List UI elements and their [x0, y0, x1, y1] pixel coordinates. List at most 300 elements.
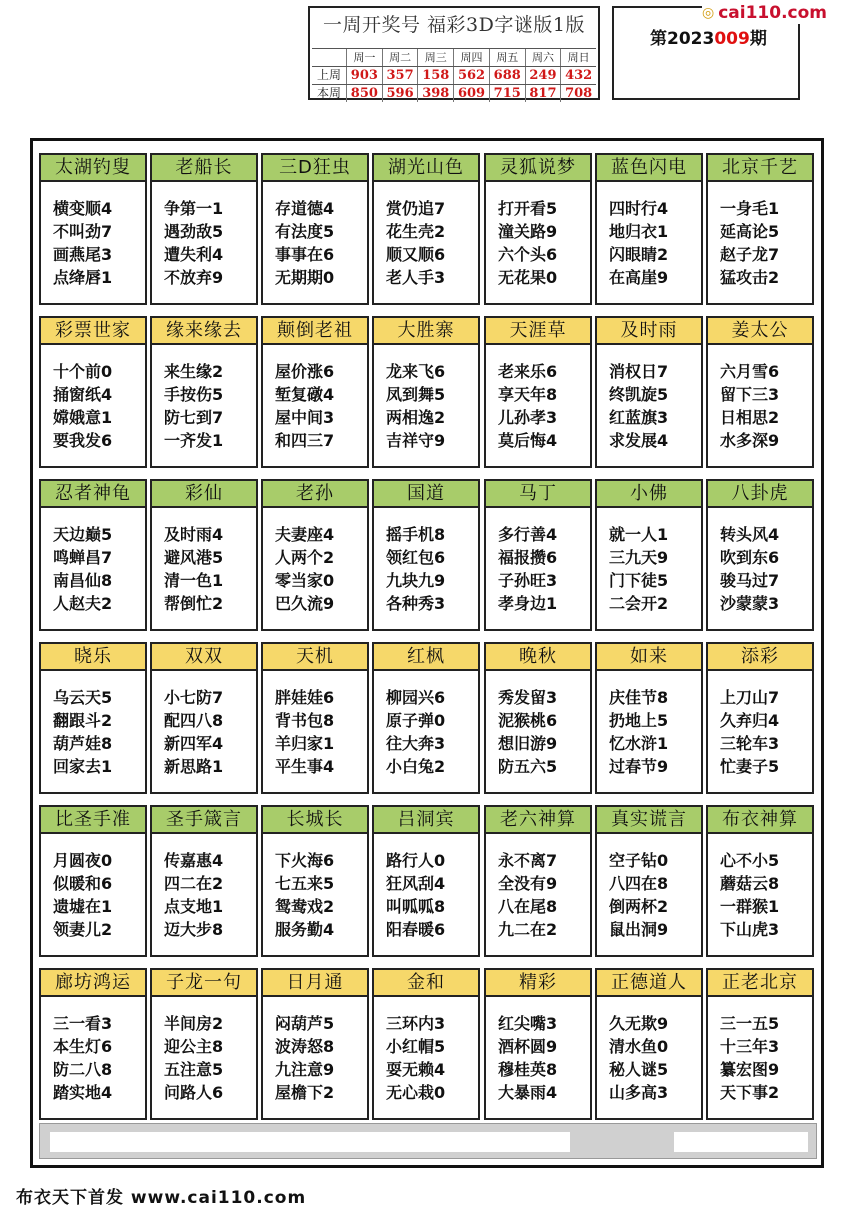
issue-num: 009 [714, 29, 750, 49]
riddle-line: 求发展4 [609, 431, 669, 450]
riddle-card-title: 湖光山色 [374, 155, 478, 182]
riddle-card [484, 153, 592, 305]
riddle-line: 无心栽0 [386, 1083, 446, 1102]
riddle-card [706, 153, 814, 305]
riddle-line: 想旧游9 [498, 734, 558, 753]
riddle-line: 过春节9 [609, 757, 669, 776]
riddle-card-items [386, 686, 445, 778]
riddle-card-items [720, 197, 779, 289]
weekday-label: 周日 [560, 49, 596, 66]
riddle-line: 久弃归4 [720, 711, 780, 730]
riddle-line: 三环内3 [386, 1014, 446, 1033]
riddle-card-title: 圣手箴言 [152, 807, 256, 834]
weekday-label: 周六 [525, 49, 561, 66]
riddle-line: 沙蒙蒙3 [720, 594, 780, 613]
riddle-line: 鸳鸯戏2 [275, 897, 335, 916]
riddle-card-title: 老孙 [263, 481, 367, 508]
draw-number: 903 [346, 67, 382, 84]
logo-icon: ◎ [702, 5, 715, 21]
riddle-card-items [720, 360, 779, 452]
draw-number: 158 [417, 67, 453, 84]
riddle-card-title: 日月通 [263, 970, 367, 997]
riddle-line: 月圆夜0 [53, 851, 113, 870]
riddle-line: 服务勤4 [275, 920, 335, 939]
riddle-line: 不叫劲7 [53, 222, 113, 241]
riddle-card-items [275, 1012, 334, 1104]
riddle-card-items [275, 849, 334, 941]
weekly-draw-table [308, 6, 600, 100]
riddle-line: 五注意5 [164, 1060, 224, 1079]
riddle-line: 永不离7 [498, 851, 558, 870]
riddle-line: 红尖嘴3 [498, 1014, 558, 1033]
riddle-card-items [164, 360, 223, 452]
draw-number: 708 [560, 85, 596, 102]
issue-suffix: 期 [749, 29, 767, 49]
riddle-line: 消权日7 [609, 362, 669, 381]
riddle-card [372, 479, 480, 631]
riddle-line: 手按伤5 [164, 385, 224, 404]
weekday-label: 周一 [346, 49, 382, 66]
riddle-line: 福报攒6 [498, 548, 558, 567]
riddle-card-items [609, 1012, 668, 1104]
riddle-card-items [720, 523, 779, 615]
riddle-line: 秀发留3 [498, 688, 558, 707]
riddle-line: 赏仍追7 [386, 199, 446, 218]
riddle-line: 九二在2 [498, 920, 558, 939]
riddle-card-items [720, 849, 779, 941]
riddle-line: 摇手机8 [386, 525, 446, 544]
riddle-line: 泥猴桃6 [498, 711, 558, 730]
riddle-card [150, 968, 258, 1120]
riddle-line: 无花果0 [498, 268, 558, 287]
riddle-line: 狂风刮4 [386, 874, 446, 893]
riddle-card [372, 805, 480, 957]
riddle-line: 不放弃9 [164, 268, 224, 287]
riddle-line: 柳园兴6 [386, 688, 446, 707]
riddle-card [39, 968, 147, 1120]
riddle-line: 巴久流9 [275, 594, 335, 613]
riddle-line: 问路人6 [164, 1083, 224, 1102]
riddle-card-title: 三D狂虫 [263, 155, 367, 182]
riddle-card [595, 316, 703, 468]
riddle-line: 阳春暖6 [386, 920, 446, 939]
riddle-card [595, 153, 703, 305]
riddle-card-title: 晚秋 [486, 644, 590, 671]
riddle-card-title: 灵狐说梦 [486, 155, 590, 182]
riddle-line: 翻跟斗2 [53, 711, 113, 730]
riddle-line: 子孙旺3 [498, 571, 558, 590]
riddle-line: 十个前0 [53, 362, 113, 381]
riddle-line: 日相思2 [720, 408, 780, 427]
riddle-card [261, 968, 369, 1120]
riddle-line: 在高崖9 [609, 268, 669, 287]
riddle-line: 胖娃娃6 [275, 688, 335, 707]
riddle-line: 蘑菇云8 [720, 874, 780, 893]
riddle-card-title: 颠倒老祖 [263, 318, 367, 345]
riddle-line: 十三年3 [720, 1037, 780, 1056]
draw-number: 596 [382, 85, 418, 102]
riddle-card-items [164, 849, 223, 941]
footer-credit: 布衣天下首发 www.cai110.com [16, 1188, 307, 1208]
riddle-line: 小七防7 [164, 688, 224, 707]
draw-number: 817 [525, 85, 561, 102]
bottom-bar-slot-left [50, 1132, 570, 1152]
riddle-line: 久无欺9 [609, 1014, 669, 1033]
riddle-card-title: 天涯草 [486, 318, 590, 345]
riddle-card-items [164, 1012, 223, 1104]
riddle-line: 叫呱呱8 [386, 897, 446, 916]
riddle-line: 地归衣1 [609, 222, 669, 241]
riddle-line: 迈大步8 [164, 920, 224, 939]
riddle-line: 葫芦娃8 [53, 734, 113, 753]
riddle-line: 龙来飞6 [386, 362, 446, 381]
riddle-line: 横变顺4 [53, 199, 113, 218]
riddle-card-items [275, 686, 334, 778]
riddle-card-items [498, 523, 557, 615]
riddle-card [595, 968, 703, 1120]
riddle-line: 六月雪6 [720, 362, 780, 381]
riddle-card-items [275, 197, 334, 289]
riddle-line: 八在尾8 [498, 897, 558, 916]
riddle-line: 存道德4 [275, 199, 335, 218]
riddle-line: 有法度5 [275, 222, 335, 241]
riddle-line: 和四三7 [275, 431, 335, 450]
riddle-line: 倒两杯2 [609, 897, 669, 916]
riddle-line: 闷葫芦5 [275, 1014, 335, 1033]
riddle-line: 多行善4 [498, 525, 558, 544]
riddle-line: 花生壳2 [386, 222, 446, 241]
issue-number [650, 24, 767, 49]
riddle-line: 八四在8 [609, 874, 669, 893]
riddle-card-title: 忍者神龟 [41, 481, 145, 508]
riddle-line: 庆佳节8 [609, 688, 669, 707]
riddle-card-title: 缘来缘去 [152, 318, 256, 345]
riddle-card-items [53, 360, 112, 452]
riddle-card [39, 479, 147, 631]
riddle-card-items [720, 1012, 779, 1104]
riddle-line: 就一人1 [609, 525, 669, 544]
riddle-line: 平生事4 [275, 757, 335, 776]
riddle-line: 留下三3 [720, 385, 780, 404]
riddle-card-title: 老船长 [152, 155, 256, 182]
riddle-line: 儿孙孝3 [498, 408, 558, 427]
riddle-line: 点支地1 [164, 897, 224, 916]
riddle-line: 穆桂英8 [498, 1060, 558, 1079]
riddle-line: 领妻儿2 [53, 920, 113, 939]
riddle-line: 山多高3 [609, 1083, 669, 1102]
draw-number: 398 [417, 85, 453, 102]
riddle-line: 清一色1 [164, 571, 224, 590]
riddle-line: 赵子龙7 [720, 245, 780, 264]
riddle-line: 画燕尾3 [53, 245, 113, 264]
riddle-line: 一身毛1 [720, 199, 780, 218]
corner-cell [312, 49, 346, 66]
riddle-card [484, 968, 592, 1120]
riddle-line: 配四八8 [164, 711, 224, 730]
riddle-line: 空子钻0 [609, 851, 669, 870]
draw-number: 850 [346, 85, 382, 102]
riddle-panel [30, 138, 824, 1168]
weekday-label: 周三 [417, 49, 453, 66]
riddle-line: 莫后悔4 [498, 431, 558, 450]
riddle-card [372, 153, 480, 305]
riddle-card-items [386, 360, 445, 452]
riddle-line: 忆水浒1 [609, 734, 669, 753]
riddle-card-items [386, 849, 445, 941]
draw-number: 715 [489, 85, 525, 102]
riddle-line: 九块九9 [386, 571, 446, 590]
riddle-card-items [53, 197, 112, 289]
riddle-card [484, 479, 592, 631]
riddle-line: 水多深9 [720, 431, 780, 450]
riddle-card-items [609, 523, 668, 615]
riddle-card-title: 姜太公 [708, 318, 812, 345]
riddle-line: 下火海6 [275, 851, 335, 870]
riddle-card-title: 红枫 [374, 644, 478, 671]
weekly-draw-title: 一周开奖号 福彩3D字谜版1版 [323, 14, 585, 36]
riddle-card-title: 国道 [374, 481, 478, 508]
riddle-line: 二会开2 [609, 594, 669, 613]
riddle-card [39, 642, 147, 794]
weekday-label: 周四 [453, 49, 489, 66]
riddle-card-items [609, 849, 668, 941]
riddle-line: 领红包6 [386, 548, 446, 567]
riddle-line: 六个头6 [498, 245, 558, 264]
site-logo-text: cai110.com [718, 3, 828, 23]
riddle-line: 凤到舞5 [386, 385, 446, 404]
weekday-header-row [312, 48, 596, 66]
riddle-card-title: 精彩 [486, 970, 590, 997]
riddle-line: 一群猴1 [720, 897, 780, 916]
riddle-card [595, 805, 703, 957]
riddle-card-items [164, 686, 223, 778]
riddle-line: 顺又顺6 [386, 245, 446, 264]
riddle-card-title: 长城长 [263, 807, 367, 834]
draw-row-label: 本周 [316, 86, 341, 100]
draw-number: 562 [453, 67, 489, 84]
riddle-card-items [53, 686, 112, 778]
draw-row [312, 66, 596, 84]
riddle-card-title: 晓乐 [41, 644, 145, 671]
riddle-line: 各种秀3 [386, 594, 446, 613]
riddle-line: 踏实地4 [53, 1083, 113, 1102]
riddle-line: 四二在2 [164, 874, 224, 893]
riddle-line: 上刀山7 [720, 688, 780, 707]
riddle-line: 羊归家1 [275, 734, 335, 753]
riddle-card [150, 805, 258, 957]
riddle-card [706, 642, 814, 794]
riddle-card-title: 如来 [597, 644, 701, 671]
draw-grid [312, 48, 596, 101]
weekday-label: 周五 [489, 49, 525, 66]
riddle-line: 及时雨4 [164, 525, 224, 544]
riddle-line: 三一看3 [53, 1014, 113, 1033]
riddle-card-title: 彩票世家 [41, 318, 145, 345]
riddle-line: 老人手3 [386, 268, 446, 287]
riddle-line: 似暖和6 [53, 874, 113, 893]
riddle-line: 享天年8 [498, 385, 558, 404]
riddle-line: 迎公主8 [164, 1037, 224, 1056]
riddle-line: 屋檐下2 [275, 1083, 335, 1102]
riddle-line: 无期期0 [275, 268, 335, 287]
riddle-card-items [498, 849, 557, 941]
riddle-card-title: 及时雨 [597, 318, 701, 345]
riddle-card [150, 479, 258, 631]
riddle-line: 鸣蝉昌7 [53, 548, 113, 567]
riddle-card [372, 642, 480, 794]
riddle-line: 往大奔3 [386, 734, 446, 753]
riddle-line: 波涛怒8 [275, 1037, 335, 1056]
riddle-card-title: 比圣手准 [41, 807, 145, 834]
riddle-card [261, 153, 369, 305]
riddle-card-items [609, 686, 668, 778]
riddle-card [150, 153, 258, 305]
riddle-line: 点绛唇1 [53, 268, 113, 287]
riddle-line: 事事在6 [275, 245, 335, 264]
riddle-card-title: 太湖钓叟 [41, 155, 145, 182]
riddle-card [372, 968, 480, 1120]
riddle-card-title: 金和 [374, 970, 478, 997]
riddle-card [595, 479, 703, 631]
riddle-card-items [164, 197, 223, 289]
riddle-line: 背书包8 [275, 711, 335, 730]
riddle-card [150, 642, 258, 794]
riddle-card-items [275, 360, 334, 452]
riddle-line: 三九天9 [609, 548, 669, 567]
riddle-line: 酒杯圆9 [498, 1037, 558, 1056]
riddle-card-title: 北京千艺 [708, 155, 812, 182]
riddle-line: 孝身边1 [498, 594, 558, 613]
riddle-card-items [386, 523, 445, 615]
riddle-card-title: 八卦虎 [708, 481, 812, 508]
riddle-card [706, 479, 814, 631]
riddle-card-items [164, 523, 223, 615]
riddle-card-title: 廊坊鸿运 [41, 970, 145, 997]
riddle-card-items [609, 360, 668, 452]
riddle-line: 一齐发1 [164, 431, 224, 450]
riddle-card [706, 968, 814, 1120]
riddle-card-title: 吕洞宾 [374, 807, 478, 834]
riddle-line: 新四军4 [164, 734, 224, 753]
riddle-line: 门下徒5 [609, 571, 669, 590]
riddle-line: 打开看5 [498, 199, 558, 218]
riddle-line: 屋价涨6 [275, 362, 335, 381]
riddle-card-items [498, 686, 557, 778]
riddle-line: 新思路1 [164, 757, 224, 776]
riddle-card-items [386, 1012, 445, 1104]
riddle-card-title: 真实谎言 [597, 807, 701, 834]
riddle-card [39, 805, 147, 957]
riddle-card [706, 316, 814, 468]
riddle-card-items [53, 523, 112, 615]
riddle-line: 防七到7 [164, 408, 224, 427]
riddle-line: 红蓝旗3 [609, 408, 669, 427]
riddle-line: 潼关路9 [498, 222, 558, 241]
riddle-card [261, 805, 369, 957]
riddle-card-items [498, 1012, 557, 1104]
riddle-line: 防五六5 [498, 757, 558, 776]
riddle-line: 避风港5 [164, 548, 224, 567]
bottom-bar [39, 1123, 817, 1159]
riddle-line: 秘人谜5 [609, 1060, 669, 1079]
riddle-line: 遇劲敌5 [164, 222, 224, 241]
riddle-line: 天下事2 [720, 1083, 780, 1102]
draw-row [312, 84, 596, 102]
riddle-card [39, 153, 147, 305]
riddle-card-items [275, 523, 334, 615]
riddle-card-title: 马丁 [486, 481, 590, 508]
riddle-line: 三一五5 [720, 1014, 780, 1033]
riddle-card [484, 316, 592, 468]
riddle-line: 四时行4 [609, 199, 669, 218]
riddle-line: 原子弹0 [386, 711, 446, 730]
riddle-line: 半间房2 [164, 1014, 224, 1033]
draw-number: 688 [489, 67, 525, 84]
site-logo [702, 2, 850, 24]
draw-number: 609 [453, 85, 489, 102]
riddle-card [39, 316, 147, 468]
riddle-card-items [53, 1012, 112, 1104]
bottom-bar-slot-right [674, 1132, 808, 1152]
riddle-card-title: 正老北京 [708, 970, 812, 997]
riddle-card-title: 老六神算 [486, 807, 590, 834]
riddle-line: 本生灯6 [53, 1037, 113, 1056]
riddle-card-items [609, 197, 668, 289]
riddle-line: 小红帽5 [386, 1037, 446, 1056]
riddle-line: 路行人0 [386, 851, 446, 870]
riddle-card-items [498, 197, 557, 289]
riddle-line: 争第一1 [164, 199, 224, 218]
riddle-line: 心不小5 [720, 851, 780, 870]
riddle-line: 延高论5 [720, 222, 780, 241]
riddle-line: 下山虎3 [720, 920, 780, 939]
riddle-line: 吉祥守9 [386, 431, 446, 450]
riddle-card-items [720, 686, 779, 778]
riddle-line: 人两个2 [275, 548, 335, 567]
draw-number: 357 [382, 67, 418, 84]
draw-row-label: 上周 [316, 68, 341, 82]
riddle-line: 全没有9 [498, 874, 558, 893]
riddle-line: 纂宏图9 [720, 1060, 780, 1079]
riddle-line: 扔地上5 [609, 711, 669, 730]
riddle-card-title: 天机 [263, 644, 367, 671]
riddle-card [595, 642, 703, 794]
riddle-line: 大暴雨4 [498, 1083, 558, 1102]
riddle-line: 人赵夫2 [53, 594, 113, 613]
riddle-line: 猛攻击2 [720, 268, 780, 287]
riddle-card [150, 316, 258, 468]
riddle-card [484, 642, 592, 794]
riddle-card-title: 小佛 [597, 481, 701, 508]
riddle-line: 夫妻座4 [275, 525, 335, 544]
riddle-line: 终凯旋5 [609, 385, 669, 404]
riddle-line: 两相逸2 [386, 408, 446, 427]
riddle-line: 九注意9 [275, 1060, 335, 1079]
riddle-line: 回家去1 [53, 757, 113, 776]
riddle-card-title: 大胜寨 [374, 318, 478, 345]
riddle-line: 防二八8 [53, 1060, 113, 1079]
riddle-card-title: 布衣神算 [708, 807, 812, 834]
riddle-line: 传嘉惠4 [164, 851, 224, 870]
riddle-card-title: 蓝色闪电 [597, 155, 701, 182]
riddle-line: 鼠出洞9 [609, 920, 669, 939]
riddle-card [484, 805, 592, 957]
riddle-line: 小白兔2 [386, 757, 446, 776]
riddle-line: 嫦娥意1 [53, 408, 113, 427]
riddle-card-title: 子龙一句 [152, 970, 256, 997]
draw-number: 432 [560, 67, 596, 84]
riddle-line: 天边巅5 [53, 525, 113, 544]
